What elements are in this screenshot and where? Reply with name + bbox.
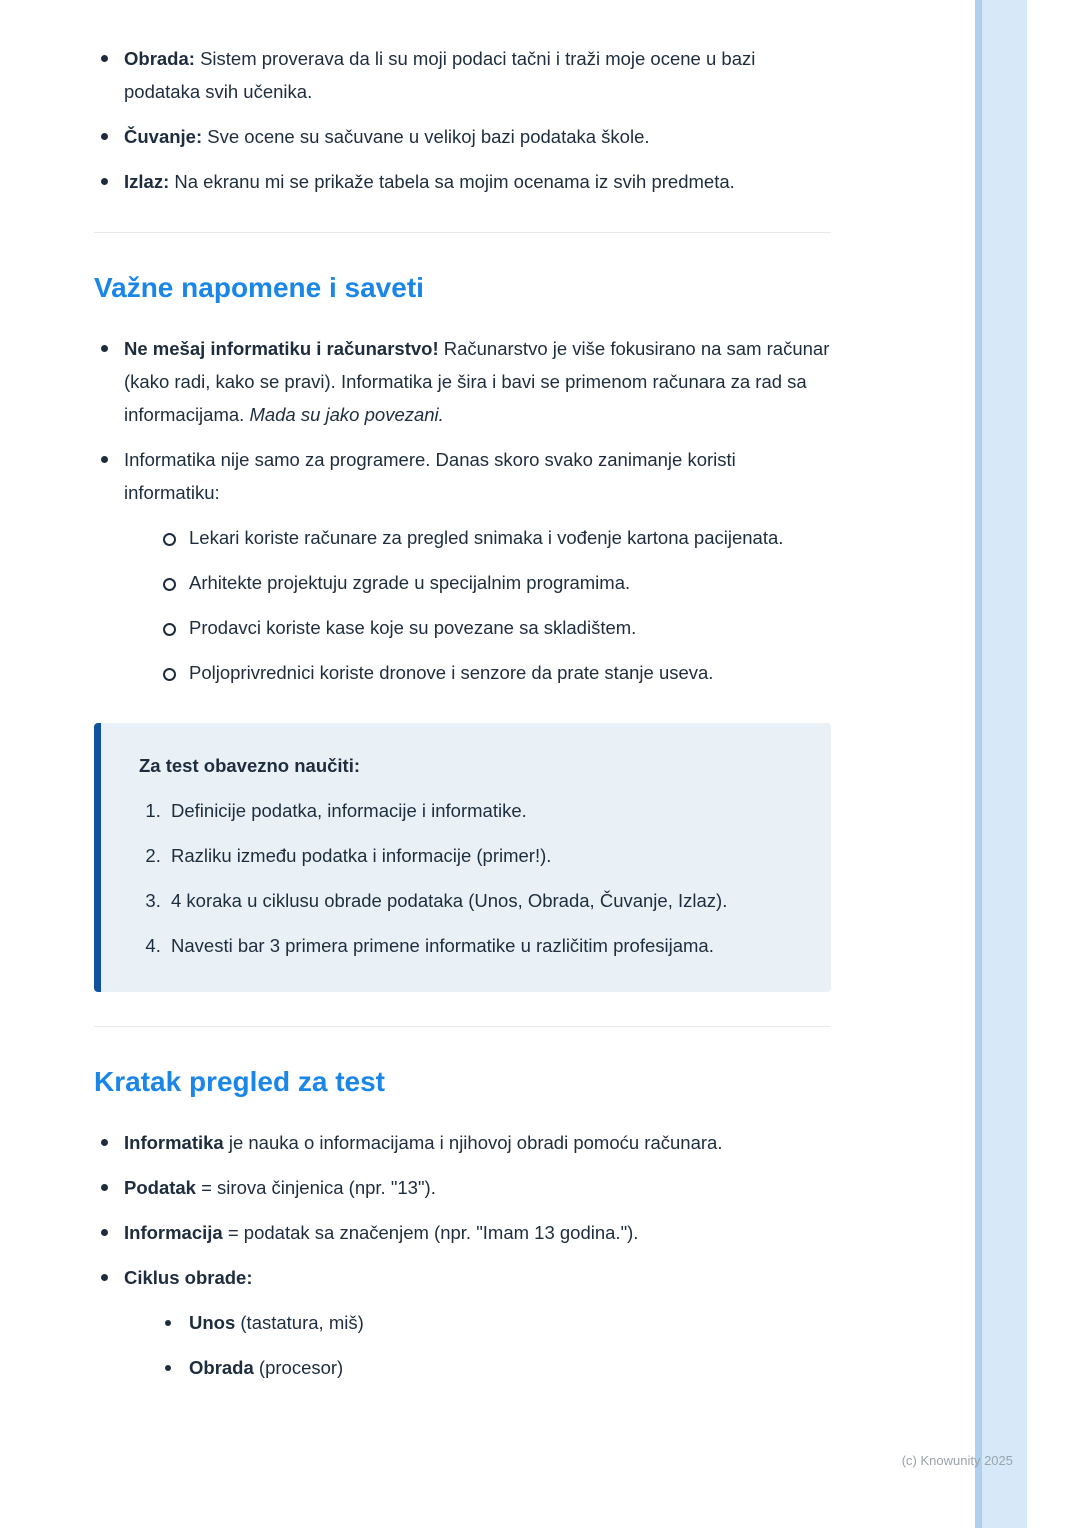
- list-item: [94, 1261, 831, 1384]
- bullet-lead: Ciklus obrade:: [124, 1267, 253, 1288]
- bullet-lead: Informatika: [124, 1132, 224, 1153]
- list-item: [166, 839, 771, 872]
- section-divider: [94, 1026, 831, 1027]
- bullet-text: Arhitekte projektuju zgrade u specijalnim programima.: [189, 572, 631, 593]
- page-edge-strip: [982, 0, 1027, 1528]
- bullet-text: = podatak sa značenjem (npr. "Imam 13 godina.").: [222, 1222, 639, 1243]
- list-item: [94, 1216, 831, 1249]
- bullet-text: (procesor): [253, 1357, 344, 1378]
- list-item: [159, 566, 831, 599]
- bullet-text: Na ekranu mi se prikaže tabela sa mojim ocenama iz svih predmeta.: [169, 171, 735, 192]
- list-item: [94, 165, 831, 198]
- list-item: [94, 443, 831, 689]
- callout-title: Za test obavezno naučiti:: [139, 755, 361, 776]
- bullet-text: Informatika nije samo za programere. Danas skoro svako zanimanje koristi informatiku:: [124, 449, 736, 503]
- list-item: [166, 929, 771, 962]
- list-item: [166, 794, 771, 827]
- bullet-lead: Obrada:: [124, 48, 195, 69]
- bullet-text: Sistem proverava da li su moji podaci tačni i traži moje ocene u bazi podataka svih učenika.: [124, 48, 756, 102]
- list-item: [94, 120, 831, 153]
- copyright-notice: (c) Knowunity 2025: [901, 1453, 1013, 1468]
- bullet-text: Sve ocene su sačuvane u velikoj bazi podataka škole.: [202, 126, 650, 147]
- list-item: [159, 656, 831, 689]
- callout-item-text: 4 koraka u ciklusu obrade podataka (Unos, Obrada, Čuvanje, Izlaz).: [171, 890, 728, 911]
- bullet-text: = sirova činjenica (npr. "13").: [195, 1177, 436, 1198]
- callout-item-text: Definicije podatka, informacije i informatike.: [171, 800, 527, 821]
- list-item: [94, 1171, 831, 1204]
- intro-bullet-list: [94, 42, 831, 198]
- document-content: [94, 0, 831, 1396]
- list-item: [159, 521, 831, 554]
- callout-item-text: Razliku između podatka i informacije (primer!).: [171, 845, 552, 866]
- bullet-text: Poljoprivrednici koriste dronove i senzore da prate stanje useva.: [189, 662, 714, 683]
- bullet-italic-text: Mada su jako povezani.: [249, 404, 444, 425]
- list-item: [94, 1126, 831, 1159]
- bullet-text: Lekari koriste računare za pregled snimaka i vođenje kartona pacijenata.: [189, 527, 784, 548]
- bullet-lead: Ne mešaj informatiku i računarstvo!: [124, 338, 439, 359]
- list-item: [94, 332, 831, 431]
- page-edge-line: [975, 0, 982, 1528]
- list-item: [159, 1351, 831, 1384]
- list-item: [159, 1306, 831, 1339]
- bullet-text: Računarstvo je više fokusirano na sam računar (kako radi, kako se pravi). Informatika je šira i bavi se primenom računara za rad sa informacijama.: [124, 338, 830, 425]
- callout-numbered-list: [166, 794, 771, 962]
- section2-bullet-list: [94, 1126, 831, 1384]
- sub-bullet-list: [159, 521, 831, 689]
- bullet-lead: Čuvanje:: [124, 126, 203, 147]
- bullet-text: (tastatura, miš): [235, 1312, 364, 1333]
- bullet-text: Prodavci koriste kase koje su povezane sa skladištem.: [189, 617, 637, 638]
- test-requirements-callout: [94, 723, 831, 992]
- bullet-lead: Informacija: [124, 1222, 223, 1243]
- bullet-text: je nauka o informacijama i njihovoj obradi pomoću računara.: [223, 1132, 723, 1153]
- bullet-lead: Podatak: [124, 1177, 196, 1198]
- list-item: [166, 884, 771, 917]
- bullet-lead: Izlaz:: [124, 171, 170, 192]
- bullet-lead: Obrada: [189, 1357, 254, 1378]
- list-item: [159, 611, 831, 644]
- sub-bullet-list: [159, 1306, 831, 1384]
- section1-bullet-list: [94, 332, 831, 689]
- section-heading: Važne napomene i saveti: [94, 272, 424, 303]
- list-item: [94, 42, 831, 108]
- section-heading: Kratak pregled za test: [94, 1066, 385, 1097]
- bullet-lead: Unos: [189, 1312, 236, 1333]
- callout-item-text: Navesti bar 3 primera primene informatike u različitim profesijama.: [171, 935, 714, 956]
- section-divider: [94, 232, 831, 233]
